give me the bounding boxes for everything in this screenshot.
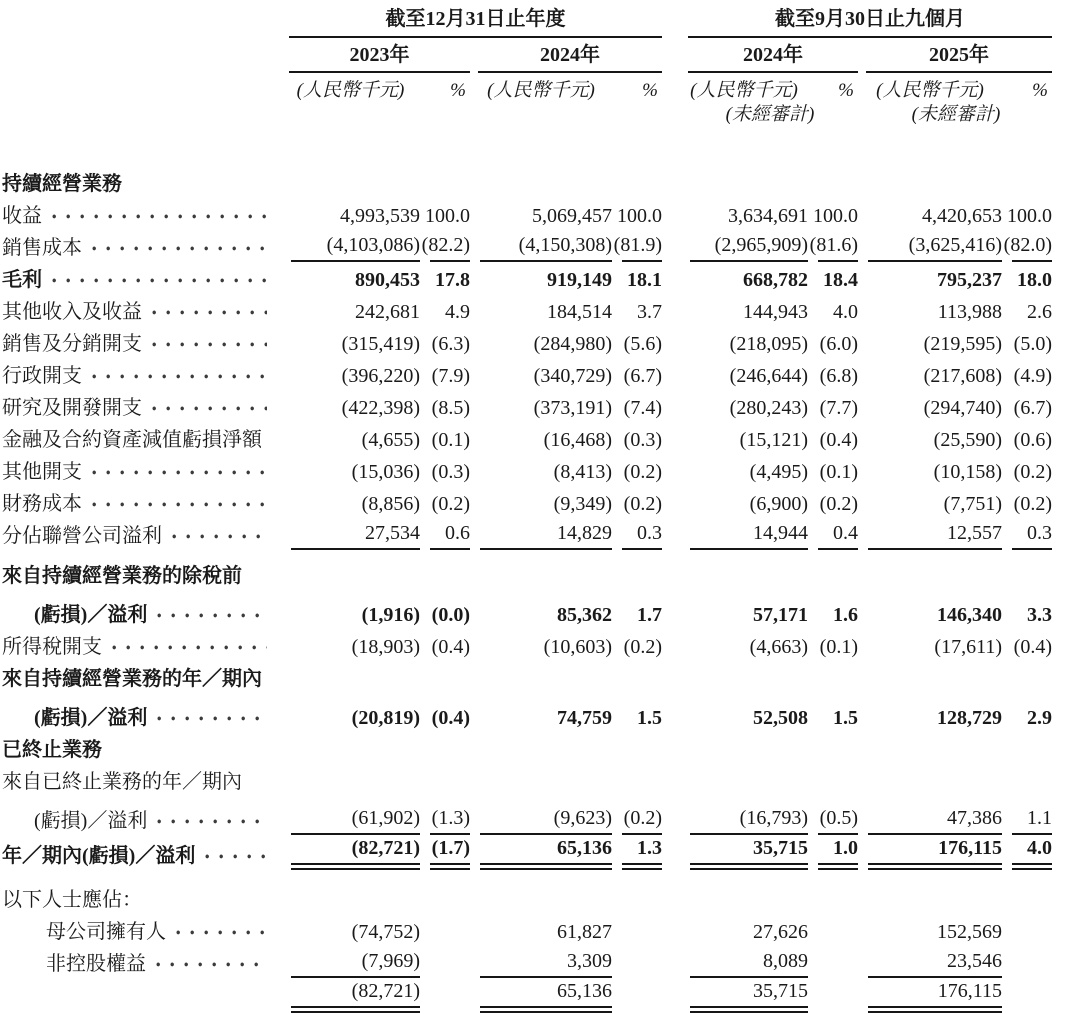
table-row xyxy=(2,486,1052,518)
percent-value: (4.9) xyxy=(1013,364,1052,387)
amount-value: 128,729 xyxy=(937,706,1002,729)
percent-value: (7.7) xyxy=(819,396,858,419)
table-row xyxy=(2,262,1052,294)
amount-value: 890,453 xyxy=(355,268,420,291)
dot-leader xyxy=(92,234,267,254)
table-row xyxy=(2,294,1052,326)
percent-value: (0.2) xyxy=(1013,460,1052,483)
percent-value: (0.1) xyxy=(819,635,858,658)
dot-leader xyxy=(52,266,267,286)
amount-value: (4,103,086) xyxy=(291,234,420,262)
amount-value: (294,740) xyxy=(923,396,1002,419)
table-row xyxy=(2,835,1052,870)
percent-value: 4.9 xyxy=(445,300,470,323)
percent-value: 17.8 xyxy=(435,268,470,291)
row-label: 研究及開發開支 xyxy=(2,396,142,419)
amount-value: 176,115 xyxy=(868,837,1002,870)
period-group-1-title: 截至12月31日止年度 xyxy=(289,8,662,38)
dot-leader xyxy=(152,298,267,318)
table-row xyxy=(2,796,1052,835)
amount-value: 3,309 xyxy=(480,950,612,978)
amount-value: (217,608) xyxy=(923,364,1002,387)
percent-value xyxy=(430,1011,470,1013)
row-label: 已終止業務 xyxy=(2,738,102,761)
dot-leader xyxy=(157,807,267,827)
percent-value: 1.1 xyxy=(1012,807,1052,835)
income-statement-table xyxy=(2,8,1052,1013)
row-label: 來自已終止業務的年／期內 xyxy=(2,770,242,793)
amount-value: (15,036) xyxy=(351,460,420,483)
percent-value: (1.3) xyxy=(430,807,470,835)
row-label: (虧損)／溢利 xyxy=(34,603,148,626)
currency-unit-label: (人民幣千元) xyxy=(690,80,798,101)
amount-value: (284,980) xyxy=(533,332,612,355)
percent-value: (6.8) xyxy=(819,364,858,387)
table-row xyxy=(2,390,1052,422)
percent-value: (6.7) xyxy=(623,364,662,387)
amount-value: (9,349) xyxy=(553,492,612,515)
amount-value: (340,729) xyxy=(533,364,612,387)
dot-leader xyxy=(205,842,267,862)
amount-value: 35,715 xyxy=(690,837,808,870)
amount-value: 919,149 xyxy=(547,268,612,291)
dot-leader xyxy=(92,362,267,382)
year-header-2024: 2024年 xyxy=(478,44,662,73)
amount-value: (4,150,308) xyxy=(480,234,612,262)
dot-leader xyxy=(176,918,267,938)
amount-value: (25,590) xyxy=(933,428,1002,451)
row-label: 來自持續經營業務的除稅前 xyxy=(2,564,242,587)
amount-value: 113,988 xyxy=(937,300,1002,323)
table-row xyxy=(2,422,1052,454)
amount-value: (4,655) xyxy=(361,428,420,451)
percent-value: 18.4 xyxy=(823,268,858,291)
percent-header: % xyxy=(838,80,854,101)
percent-value: (1.7) xyxy=(430,837,470,870)
percent-value: (0.2) xyxy=(623,492,662,515)
percent-value: (0.2) xyxy=(819,492,858,515)
table-row xyxy=(2,230,1052,262)
percent-value: 0.6 xyxy=(430,522,470,550)
percent-value: 1.0 xyxy=(818,837,858,870)
table-row xyxy=(2,198,1052,230)
amount-value: (16,468) xyxy=(543,428,612,451)
percent-value: 4.0 xyxy=(1012,837,1052,870)
row-label: 毛利 xyxy=(2,268,42,291)
amount-value: 65,136 xyxy=(480,980,612,1013)
percent-value: 1.6 xyxy=(833,603,858,626)
amount-value: 184,514 xyxy=(547,300,612,323)
amount-value: (373,191) xyxy=(533,396,612,419)
row-label: 其他開支 xyxy=(2,460,82,483)
table-row xyxy=(2,978,1052,1013)
percent-header: % xyxy=(642,80,658,101)
percent-header: % xyxy=(450,80,466,101)
table-row xyxy=(2,732,1052,764)
table-row xyxy=(2,629,1052,661)
amount-value: 668,782 xyxy=(743,268,808,291)
percent-value: (0.0) xyxy=(431,603,470,626)
table-row xyxy=(2,693,1052,732)
amount-value: (219,595) xyxy=(923,332,1002,355)
amount-value: 14,829 xyxy=(480,522,612,550)
row-label: (虧損)／溢利 xyxy=(34,809,148,832)
row-label: 年／期內(虧損)／溢利 xyxy=(2,844,196,867)
percent-value: 1.5 xyxy=(637,706,662,729)
percent-value: (81.6) xyxy=(818,234,858,262)
period-group-row xyxy=(2,8,1052,38)
row-label: 來自持續經營業務的年／期內 xyxy=(2,667,262,690)
amount-value: (7,969) xyxy=(291,950,420,978)
percent-header: % xyxy=(1032,80,1048,101)
percent-value: (0.2) xyxy=(623,635,662,658)
amount-value: (61,902) xyxy=(291,807,420,835)
amount-value: (10,603) xyxy=(543,635,612,658)
percent-value: (5.6) xyxy=(623,332,662,355)
percent-value xyxy=(622,1011,662,1013)
percent-value: 0.3 xyxy=(1012,522,1052,550)
table-row xyxy=(2,358,1052,390)
amount-value: (16,793) xyxy=(690,807,808,835)
unaudited-label: (未經審計) xyxy=(725,103,815,125)
percent-value: (0.4) xyxy=(819,428,858,451)
percent-value: (82.0) xyxy=(1012,234,1052,262)
percent-value: (0.4) xyxy=(431,706,470,729)
amount-value: (74,752) xyxy=(351,920,420,943)
percent-value: (5.0) xyxy=(1013,332,1052,355)
amount-value: (315,419) xyxy=(341,332,420,355)
percent-value: (0.3) xyxy=(431,460,470,483)
amount-value: 74,759 xyxy=(557,706,612,729)
percent-value: (0.4) xyxy=(431,635,470,658)
amount-value: (246,644) xyxy=(729,364,808,387)
percent-value: (6.0) xyxy=(819,332,858,355)
percent-value xyxy=(818,1011,858,1013)
amount-value: 8,089 xyxy=(690,950,808,978)
amount-value: (10,158) xyxy=(933,460,1002,483)
percent-value: (0.2) xyxy=(623,460,662,483)
percent-value xyxy=(1012,1011,1052,1013)
amount-value: (20,819) xyxy=(351,706,420,729)
percent-value: 1.3 xyxy=(622,837,662,870)
row-label: 收益 xyxy=(2,204,42,227)
table-row xyxy=(2,518,1052,550)
amount-value: 27,626 xyxy=(753,920,808,943)
percent-value: 100.0 xyxy=(425,204,470,227)
dot-leader xyxy=(92,490,267,510)
row-label: 財務成本 xyxy=(2,492,82,515)
amount-value: (2,965,909) xyxy=(690,234,808,262)
table-row xyxy=(2,454,1052,486)
row-label: 銷售及分銷開支 xyxy=(2,332,142,355)
percent-value: 2.6 xyxy=(1027,300,1052,323)
percent-value: 1.5 xyxy=(833,706,858,729)
amount-value: (7,751) xyxy=(943,492,1002,515)
row-label: 母公司擁有人 xyxy=(46,920,166,943)
currency-unit-label: (人民幣千元) xyxy=(296,80,405,101)
table-row xyxy=(2,764,1052,796)
amount-value: 795,237 xyxy=(937,268,1002,291)
currency-unit-label: (人民幣千元) xyxy=(876,80,984,101)
amount-value: 61,827 xyxy=(557,920,612,943)
percent-value: 4.0 xyxy=(833,300,858,323)
amount-value: 152,569 xyxy=(937,920,1002,943)
row-label: 分佔聯營公司溢利 xyxy=(2,524,162,547)
percent-value: (8.5) xyxy=(431,396,470,419)
dot-leader xyxy=(52,202,267,222)
dot-leader xyxy=(157,601,267,621)
row-label: 其他收入及收益 xyxy=(2,300,142,323)
percent-value: (82.2) xyxy=(430,234,470,262)
unaudited-row xyxy=(2,102,1052,132)
table-row xyxy=(2,132,1052,198)
percent-value: 2.9 xyxy=(1027,706,1052,729)
dot-leader xyxy=(152,394,267,414)
amount-value: (1,916) xyxy=(361,603,420,626)
percent-value: (0.2) xyxy=(1013,492,1052,515)
row-label: 所得稅開支 xyxy=(2,635,102,658)
year-header-2025-9m: 2025年 xyxy=(866,44,1052,73)
percent-value: (0.4) xyxy=(1013,635,1052,658)
percent-value: (0.6) xyxy=(1013,428,1052,451)
row-label: 以下人士應佔： xyxy=(2,888,142,911)
amount-value: 176,115 xyxy=(868,980,1002,1013)
percent-value: 3.3 xyxy=(1027,603,1052,626)
amount-value: 146,340 xyxy=(937,603,1002,626)
table-body xyxy=(2,132,1052,1013)
amount-value: (3,625,416) xyxy=(868,234,1002,262)
percent-value: 18.1 xyxy=(627,268,662,291)
period-group-2-title: 截至9月30日止九個月 xyxy=(688,8,1052,38)
table-row xyxy=(2,661,1052,693)
percent-value: (6.3) xyxy=(431,332,470,355)
percent-value: (0.2) xyxy=(431,492,470,515)
percent-value: 100.0 xyxy=(617,204,662,227)
table-row xyxy=(2,946,1052,978)
amount-value: 4,420,653 xyxy=(922,204,1002,227)
row-label: 持續經營業務 xyxy=(2,172,122,195)
table-row xyxy=(2,326,1052,358)
percent-value: (0.2) xyxy=(622,807,662,835)
percent-value: 0.4 xyxy=(818,522,858,550)
amount-value: (280,243) xyxy=(729,396,808,419)
amount-value: (9,623) xyxy=(480,807,612,835)
amount-value: 27,534 xyxy=(291,522,420,550)
amount-value: (82,721) xyxy=(291,837,420,870)
year-header-2023: 2023年 xyxy=(289,44,470,73)
dot-leader xyxy=(156,950,267,970)
row-label: (虧損)／溢利 xyxy=(34,706,148,729)
dot-leader xyxy=(112,633,267,653)
amount-value: 3,634,691 xyxy=(728,204,808,227)
percent-value: (7.9) xyxy=(431,364,470,387)
percent-value: (0.3) xyxy=(623,428,662,451)
amount-value: 35,715 xyxy=(690,980,808,1013)
percent-value: (6.7) xyxy=(1013,396,1052,419)
amount-value: 12,557 xyxy=(868,522,1002,550)
dot-leader xyxy=(92,458,267,478)
percent-value: (81.9) xyxy=(622,234,662,262)
currency-unit-label: (人民幣千元) xyxy=(487,80,595,101)
percent-value: 100.0 xyxy=(813,204,858,227)
row-label: 行政開支 xyxy=(2,364,82,387)
row-label: 金融及合約資產減值虧損淨額 xyxy=(2,428,262,451)
amount-value: 144,943 xyxy=(743,300,808,323)
amount-value: 52,508 xyxy=(753,706,808,729)
table-row xyxy=(2,914,1052,946)
amount-value: 57,171 xyxy=(753,603,808,626)
row-label: 銷售成本 xyxy=(2,236,82,259)
row-label: 非控股權益 xyxy=(46,952,146,975)
year-header-2024-9m: 2024年 xyxy=(688,44,858,73)
percent-value: (0.5) xyxy=(818,807,858,835)
amount-value: (218,095) xyxy=(729,332,808,355)
year-header-row xyxy=(2,38,1052,73)
dot-leader xyxy=(172,522,267,542)
percent-value: 0.3 xyxy=(622,522,662,550)
percent-value: 3.7 xyxy=(637,300,662,323)
amount-value: 23,546 xyxy=(868,950,1002,978)
amount-value: 85,362 xyxy=(557,603,612,626)
amount-value: (15,121) xyxy=(739,428,808,451)
amount-value: (396,220) xyxy=(341,364,420,387)
percent-value: 100.0 xyxy=(1007,204,1052,227)
percent-value: 18.0 xyxy=(1017,268,1052,291)
amount-value: (422,398) xyxy=(341,396,420,419)
amount-value: 5,069,457 xyxy=(532,204,612,227)
amount-value: (18,903) xyxy=(351,635,420,658)
dot-leader xyxy=(152,330,267,350)
amount-value: 242,681 xyxy=(355,300,420,323)
amount-value: 4,993,539 xyxy=(340,204,420,227)
amount-value: (8,413) xyxy=(553,460,612,483)
dot-leader xyxy=(157,704,267,724)
amount-value: 14,944 xyxy=(690,522,808,550)
amount-value: (17,611) xyxy=(934,635,1002,658)
table-row xyxy=(2,550,1052,590)
amount-value: 65,136 xyxy=(480,837,612,870)
percent-value: 1.7 xyxy=(637,603,662,626)
amount-value: (4,495) xyxy=(749,460,808,483)
amount-value: (8,856) xyxy=(361,492,420,515)
percent-value: (0.1) xyxy=(431,428,470,451)
amount-value: (6,900) xyxy=(749,492,808,515)
table-header xyxy=(2,8,1052,132)
amount-value: (4,663) xyxy=(749,635,808,658)
percent-value: (7.4) xyxy=(623,396,662,419)
amount-value: (82,721) xyxy=(291,980,420,1013)
table-row xyxy=(2,870,1052,914)
unaudited-label: (未經審計) xyxy=(911,103,1001,125)
unit-header-row xyxy=(2,73,1052,102)
table-row xyxy=(2,590,1052,629)
amount-value: 47,386 xyxy=(868,807,1002,835)
percent-value: (0.1) xyxy=(819,460,858,483)
